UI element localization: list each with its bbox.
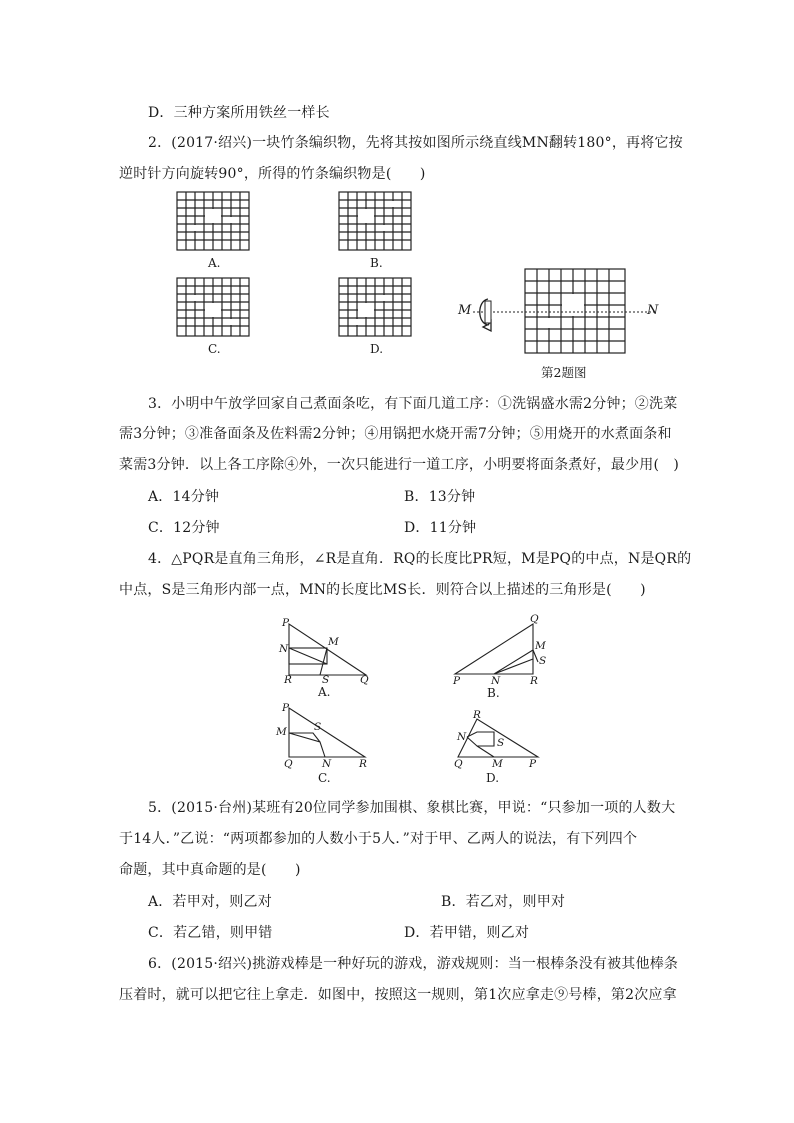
- tri-c-n: N: [322, 758, 332, 770]
- q5-option-a: A．若甲对，则乙对: [148, 894, 272, 910]
- tri-b-r: R: [530, 675, 538, 687]
- axis-label-n: N: [647, 303, 659, 318]
- tri-a-q: Q: [360, 674, 369, 686]
- tri-d-n: N: [457, 731, 467, 743]
- tri-b-m: M: [535, 640, 546, 652]
- tri-d-m: M: [492, 758, 503, 770]
- tri-b-p: P: [453, 675, 461, 687]
- axis-label-m: M: [458, 303, 472, 318]
- tri-c-caption: C.: [318, 771, 331, 785]
- q5-stem-line3: 命题，其中真命题的是( ): [119, 862, 301, 878]
- q4-stem-line1: 4．△PQR是直角三角形，∠R是直角．RQ的长度比PR短，M是PQ的中点，N是QR的: [148, 551, 692, 567]
- q1-option-d: D．三种方案所用铁丝一样长: [148, 105, 330, 121]
- q3-option-d: D．11分钟: [404, 520, 477, 536]
- tri-c-s: S: [314, 721, 322, 733]
- q3-option-b: B．13分钟: [404, 489, 476, 505]
- q3-stem-line3: 菜需3分钟．以上各工序除④外，一次只能进行一道工序，小明要将面条煮好，最少用( ): [119, 457, 680, 473]
- q5-stem-line2: 于14人．”乙说：“两项都参加的人数小于5人．”对于甲、乙两人的说法，有下列四个: [119, 831, 638, 847]
- tri-c-p: P: [282, 702, 290, 714]
- q6-stem-line1: 6．(2015·绍兴)挑游戏棒是一种好玩的游戏，游戏规则：当一根棒条没有被其他棒条: [148, 956, 679, 972]
- tri-a-n: N: [279, 643, 289, 655]
- q5-stem-line1: 5．(2015·台州)某班有20位同学参加围棋、象棋比赛，甲说：“只参加一项的人数大: [148, 800, 676, 816]
- weave-option-d: [337, 276, 413, 340]
- tri-a-s: S: [322, 674, 330, 686]
- q5-option-d: D．若甲错，则乙对: [404, 925, 530, 941]
- tri-d-p: P: [529, 758, 537, 770]
- tri-c-r: R: [359, 758, 367, 770]
- q3-stem-line2: 需3分钟；③准备面条及佐料需2分钟；④用锅把水烧开需7分钟；⑤用烧开的水煮面条和: [119, 426, 672, 442]
- q2-stem-line1: 2．(2017·绍兴)一块竹条编织物，先将其按如图所示绕直线MN翻转180°，再将它按: [148, 135, 683, 151]
- tri-b-s: S: [539, 655, 547, 667]
- tri-a-caption: A.: [318, 685, 331, 699]
- tri-c-m: M: [276, 726, 287, 738]
- weave-option-a-label: A.: [208, 256, 221, 270]
- q3-option-a: A．14分钟: [148, 489, 220, 505]
- tri-a-r: R: [284, 674, 292, 686]
- weave-option-b: [337, 190, 413, 254]
- q2-stem-line2: 逆时针方向旋转90°，所得的竹条编织物是( ): [119, 166, 426, 182]
- q6-stem-line2: 压着时，就可以把它往上拿走．如图中，按照这一规则，第1次应拿走⑨号棒，第2次应拿: [119, 987, 677, 1003]
- tri-a-p: P: [282, 617, 290, 629]
- q5-option-b: B．若乙对，则甲对: [441, 894, 566, 910]
- weave-option-c: [175, 276, 251, 340]
- weave-option-c-label: C.: [208, 342, 221, 356]
- q3-option-c: C．12分钟: [148, 520, 220, 536]
- weave-option-b-label: B.: [370, 256, 383, 270]
- tri-a-m: M: [328, 636, 339, 648]
- tri-b-q: Q: [530, 613, 539, 625]
- weave-option-a: [175, 190, 251, 254]
- tri-c-q: Q: [284, 758, 293, 770]
- q5-option-c: C．若乙错，则甲错: [148, 925, 273, 941]
- tri-d-q: Q: [454, 758, 463, 770]
- tri-b-caption: B.: [487, 686, 500, 700]
- weave-reference-figure: [455, 265, 665, 360]
- tri-b-n: N: [491, 675, 501, 687]
- tri-d-caption: D.: [486, 771, 500, 785]
- weave-option-d-label: D.: [370, 342, 384, 356]
- q3-stem-line1: 3．小明中午放学回家自己煮面条吃，有下面几道工序：①洗锅盛水需2分钟；②洗菜: [148, 396, 678, 412]
- figure-2-caption: 第2题图: [541, 365, 587, 380]
- q4-stem-line2: 中点，S是三角形内部一点，MN的长度比MS长．则符合以上描述的三角形是( ): [119, 582, 646, 598]
- tri-d-r: R: [473, 709, 481, 721]
- tri-d-s: S: [497, 737, 505, 749]
